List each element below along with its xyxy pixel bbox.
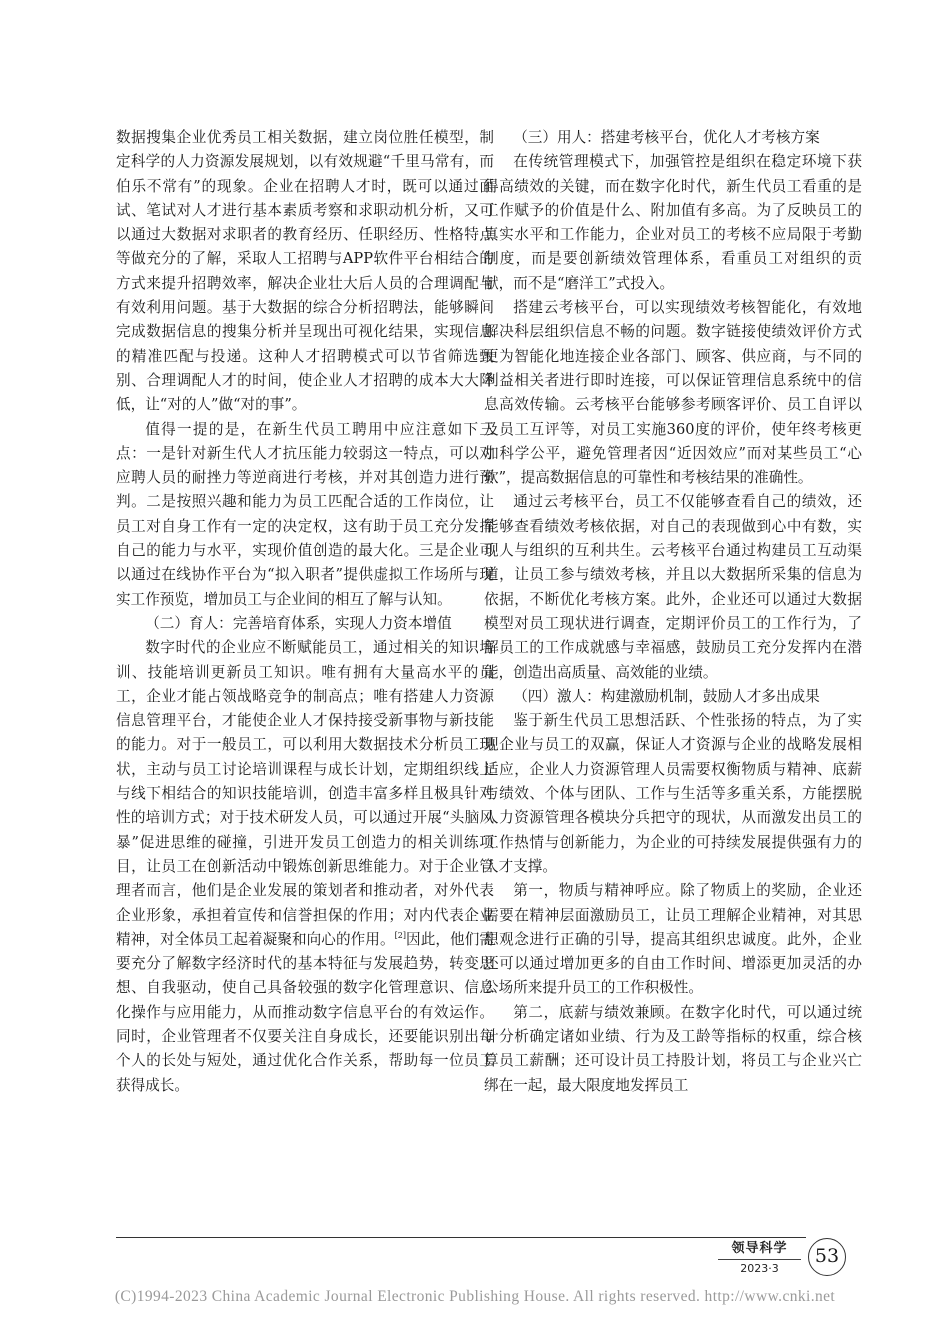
footer-divider: [116, 1237, 806, 1238]
journal-divider: [718, 1259, 801, 1260]
right-column: [484, 126, 862, 1098]
paragraph: 通过云考核平台，员工不仅能够查看自己的绩效，还能够查看绩效考核依据，对自己的表现做到心中有数，实现人与组织的互利共生。云考核平台通过构建员工互动渠道，让员工参与绩效考核，并且以大数据所采集的信息为依据，不断优化考核方案。此外，企业还可以通过大数据模型对员工现状进行调查，定期评价员工的工作行为，了解员工的工作成就感与幸福感，鼓励员工充分发挥内在潜能，创造出高质量、高效能的业绩。: [484, 493, 862, 681]
paragraph: [116, 636, 494, 1098]
paragraph: 搭建云考核平台，可以实现绩效考核智能化，有效地解决科层组织信息不畅的问题。数字链接使绩效评价方式更为智能化地连接企业各部门、顾客、供应商，与不同的利益相关者进行即时连接，可以保证管理信息系统中的信息高效传输。云考核平台能够参考顾客评价、员工自评以及员工互评等，对员工实施360度的评价，使年终考核更加科学公平，避免管理者因“近因效应”而对某些员工“心软”，提高数据信息的可靠性和考核结果的准确性。: [484, 299, 862, 487]
journal-issue: 2023·3: [740, 1262, 779, 1275]
paragraph-text: 数字时代的企业应不断赋能员工，通过相关的知识培训、技能培训更新员工知识。唯有拥有大量高水平的员工，企业才能占领战略竞争的制高点；唯有搭建人力资源信息管理平台，才能使企业人才保持接受新事物与新技能的能力。对于一般员工，可以利用大数据技术分析员工现状，主动与员工讨论培训课程与成长计划，定期组织线上与线下相结合的知识技能培训，创造丰富多样且极具针对性的培训方式；对于技术研发人员，可以通过开展“头脑风暴”促进思维的碰撞，引进开发员工创造力的相关训练项目，让员工在创新活动中锻炼创新思维能力。对于企业管理者而言，他们是企业发展的策划者和推动者，对外代表企业形象，承担着宣传和信誉担保的作用；对内代表企业精神，对全体员工起着凝聚和向心的作用。: [116, 639, 494, 948]
section-heading: （三）用人：搭建考核平台，优化人才考核方案: [513, 129, 820, 146]
paragraph: 值得一提的是，在新生代员工聘用中应注意如下三点：一是针对新生代人才抗压能力较弱这一特点，可以对应聘人员的耐挫力等逆商进行考核，并对其创造力进行预判。二是按照兴趣和能力为员工匹配合适的工作岗位，让员工对自身工作有一定的决定权，这有助于员工充分发挥自己的能力与水平，实现价值创造的最大化。三是企业可以通过在线协作平台为“拟入职者”提供虚拟工作场所与现实工作预览，增加员工与企业间的相互了解与认知。: [116, 420, 494, 608]
copyright-notice: (C)1994-2023 China Academic Journal Electronic Publishing House. All rights reserved. http://www.cnki.net: [114, 1288, 836, 1305]
section-heading: （二）育人：完善培育体系，实现人力资本增值: [145, 614, 452, 632]
journal-name: 领导科学: [731, 1241, 788, 1256]
journal-label: [712, 1241, 807, 1276]
section-heading: （四）激人：构建激励机制，鼓励人才多出成果: [513, 687, 820, 705]
page-number: 53: [808, 1238, 846, 1276]
paragraph-text: 因此，他们需要充分了解数字经济时代的基本特征与发展趋势，转变思想、自我驱动，使自己具备较强的数字化管理意识、信息化操作与应用能力，从而推动数字信息平台的有效运作。同时，企业管理者不仅要关注自身成长，还要能识别出每个人的长处与短处，通过优化合作关系，帮助每一位员工获得成长。: [116, 930, 494, 1094]
paragraph: 第一，物质与精神呼应。除了物质上的奖励，企业还需要在精神层面激励员工，让员工理解企业精神，对其思想观念进行正确的引导，提高其组织忠诚度。此外，企业还可以通过增加更多的自由工作时间、增添更加灵活的办公场所来提升员工的工作积极性。: [484, 882, 862, 997]
paragraph: 第二，底薪与绩效兼顾。在数字化时代，可以通过统计分析确定诸如业绩、行为及工龄等指标的权重，综合核算员工薪酬；还可设计员工持股计划，将员工与企业兴亡绑在一起，最大限度地发挥员工: [484, 1003, 862, 1094]
citation-ref: [2]: [394, 930, 406, 940]
left-column: [116, 126, 494, 1098]
paragraph: 鉴于新生代员工思想活跃、个性张扬的特点，为了实现企业与员工的双赢，保证人才资源与企业的战略发展相适应，企业人力资源管理人员需要权衡物质与精神、底薪与绩效、个体与团队、工作与生活等多重关系，方能摆脱人力资源管理各模块分兵把守的现状，从而激发出员工的工作热情与创新能力，为企业的可持续发展提供强有力的人才支撑。: [484, 712, 862, 875]
paragraph: 在传统管理模式下，加强管控是组织在稳定环境下获得高绩效的关键，而在数字化时代，新生代员工看重的是工作赋予的价值是什么、附加值有多高。为了反映员工的真实水平和工作能力，企业对员工的考核不应局限于考勤制度，而是要创新绩效管理体系，看重员工对组织的贡献，而不是“磨洋工”式投入。: [484, 153, 862, 292]
paragraph: 数据搜集企业优秀员工相关数据，建立岗位胜任模型，制定科学的人力资源发展规划，以有效规避“千里马常有，而伯乐不常有”的现象。企业在招聘人才时，既可以通过面试、笔试对人才进行基本素质考察和求职动机分析，又可以通过大数据对求职者的教育经历、任职经历、性格特点等做充分的了解，采取人工招聘与APP软件平台相结合的方式来提升招聘效率，解决企业壮大后人员的合理调配与有效利用问题。基于大数据的综合分析招聘法，能够瞬间完成数据信息的搜集分析并呈现出可视化结果，实现信息的精准匹配与投递。这种人才招聘模式可以节省筛选甄别、合理调配人才的时间，使企业人才招聘的成本大大降低，让“对的人”做“对的事”。: [116, 129, 494, 414]
